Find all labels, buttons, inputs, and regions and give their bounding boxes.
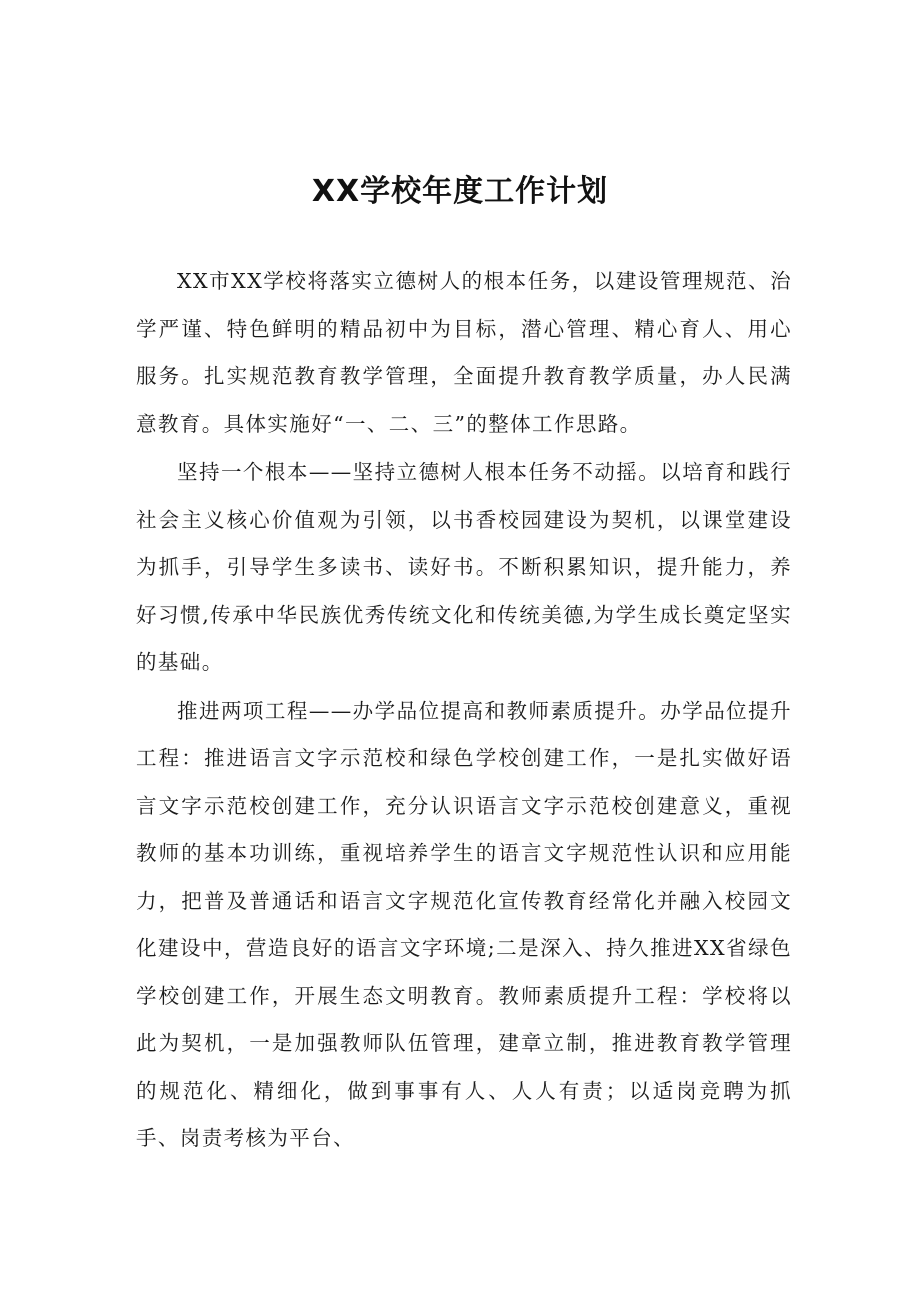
paragraph-two-projects: 推进两项工程——办学品位提高和教师素质提升。办学品位提升工程：推进语言文字示范校和绿色学校创建工作，一是扎实做好语言文字示范校创建工作，充分认识语言文字示范校创建意义，重视教师的基本功训练，重视培养学生的语言文字规范性认识和应用能力，把普及普通话和语言文字规范化宣传教育经常化并融入校园文化建设中，营造良好的语言文字环境;二是深入、持久推进XX省绿色学校创建工作，开展生态文明教育。教师素质提升工程：学校将以此为契机，一是加强教师队伍管理，建章立制，推进教育教学管理的规范化、精细化，做到事事有人、人人有责；以适岗竞聘为抓手、岗责考核为平台、	[136, 698, 792, 1150]
paragraph-one-root: 坚持一个根本——坚持立德树人根本任务不动摇。以培育和践行社会主义核心价值观为引领，以书香校园建设为契机，以课堂建设为抓手，引导学生多读书、读好书。不断积累知识，提升能力，养好习惯,传承中华民族优秀传统文化和传统美德,为学生成长奠定坚实的基础。	[136, 460, 792, 674]
document-body	[136, 258, 792, 1164]
paragraph-intro: XX市XX学校将落实立德树人的根本任务，以建设管理规范、治学严谨、特色鲜明的精品初中为目标，潜心管理、精心育人、用心服务。扎实规范教育教学管理，全面提升教育教学质量，办人民满意教育。具体实施好“一、二、三”的整体工作思路。	[136, 269, 792, 436]
document-title: XX学校年度工作计划	[311, 174, 609, 209]
